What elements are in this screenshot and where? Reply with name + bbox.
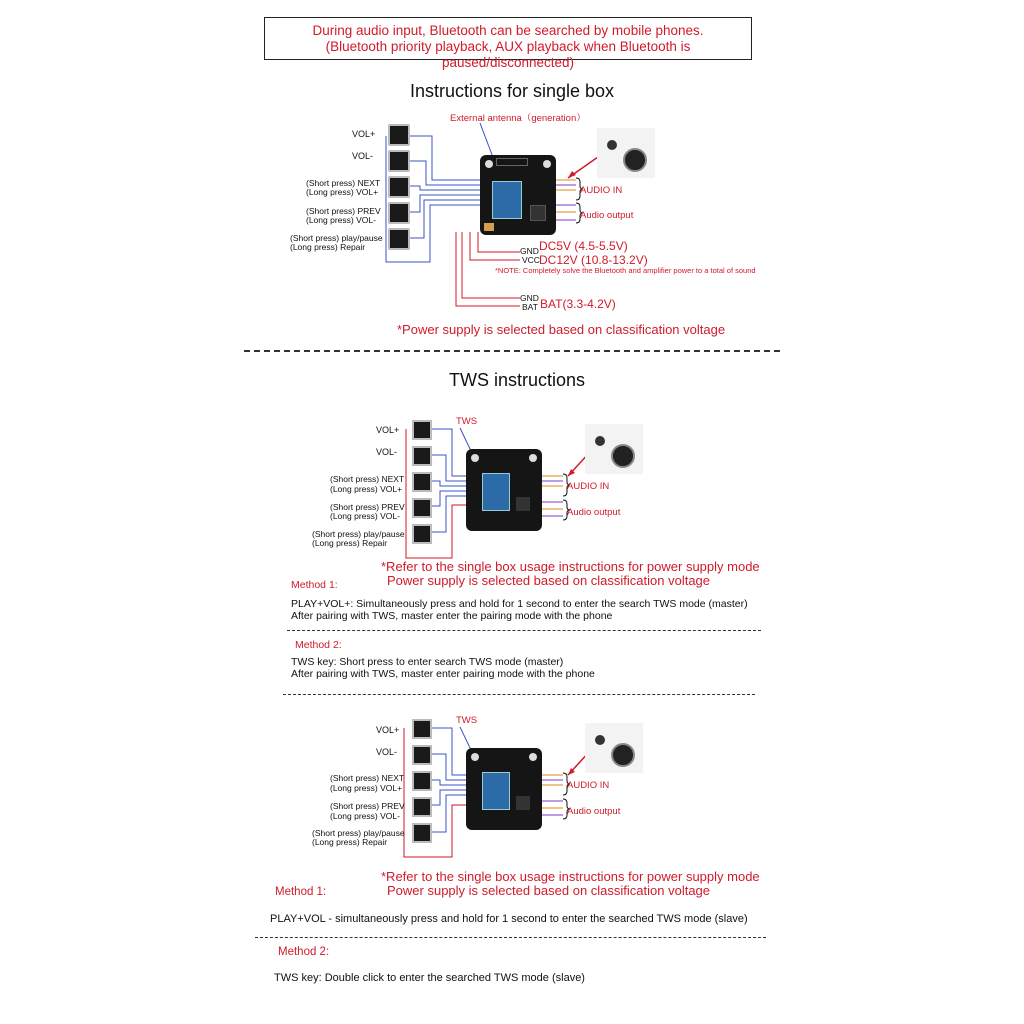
tws2-label-play-long: (Long press) Repair	[312, 837, 388, 847]
tws2-label-next-long: (Long press) VOL+	[330, 783, 403, 793]
master-method2-line2: After pairing with TWS, master enter pairing mode with the phone	[291, 668, 595, 680]
tws2-label-prev-long: (Long press) VOL-	[330, 811, 400, 821]
tws2-label-prev-short: (Short press) PREV	[330, 801, 405, 811]
tws2-vol-plus-button	[412, 719, 432, 739]
gnd-label: GND	[520, 246, 539, 256]
tws1-label-play-long: (Long press) Repair	[312, 538, 388, 548]
label-play-short: (Short press) play/pause	[290, 233, 383, 243]
tws2-audio-jack-image	[585, 723, 643, 773]
tws1-refer-line-2: Power supply is selected based on classification voltage	[387, 573, 711, 588]
tws1-label-next-short: (Short press) NEXT	[330, 474, 405, 484]
antenna-label: External antenna（generation）	[450, 113, 586, 124]
slave-method2-label: Method 2:	[278, 946, 330, 958]
tws1-audio-in-label: AUDIO IN	[567, 481, 610, 492]
tws1-label-vol-plus: VOL+	[376, 425, 400, 435]
tws2-refer-line-1: *Refer to the single box usage instructions for power supply mode	[381, 869, 760, 884]
master-method2-label: Method 2:	[295, 639, 342, 651]
vcc-label: VCC	[522, 255, 540, 265]
slave-method1-line1: PLAY+VOL - simultaneously press and hold for 1 second to enter the searched TWS mode (slave)	[270, 913, 748, 925]
bat-range-label: BAT(3.3-4.2V)	[540, 297, 616, 311]
notice-line-1: During audio input, Bluetooth can be searched by mobile phones.	[312, 23, 704, 38]
tws2-play-button	[412, 823, 432, 843]
tws1-refer-line-1: *Refer to the single box usage instructions for power supply mode	[381, 559, 760, 574]
tws1-audio-output-label: Audio output	[567, 507, 621, 518]
tws1-label-next-long: (Long press) VOL+	[330, 484, 403, 494]
master-method2-line1: TWS key: Short press to enter search TWS mode (master)	[291, 656, 564, 668]
label-prev-short: (Short press) PREV	[306, 206, 381, 216]
tws2-label-play-short: (Short press) play/pause	[312, 828, 405, 838]
label-vol-minus: VOL-	[352, 151, 374, 161]
tws-title: TWS instructions	[448, 370, 586, 390]
gnd2-label: GND	[520, 293, 539, 303]
slave-method2-line1: TWS key: Double click to enter the searched TWS mode (slave)	[274, 972, 585, 984]
label-play-long: (Long press) Repair	[290, 242, 366, 252]
power-note: *NOTE: Completely solve the Bluetooth and amplifier power to a total of sound	[495, 266, 756, 275]
tws2-audio-output-label: Audio output	[567, 806, 621, 817]
tws2-refer-line-2: Power supply is selected based on classification voltage	[387, 883, 711, 898]
dc5v-label: DC5V (4.5-5.5V)	[539, 239, 628, 253]
notice-line-2: (Bluetooth priority playback, AUX playback when Bluetooth is paused/disconnected)	[325, 39, 691, 70]
tws2-vol-minus-button	[412, 745, 432, 765]
tws2-label-vol-plus: VOL+	[376, 725, 400, 735]
power-selection-note: *Power supply is selected based on classification voltage	[397, 322, 726, 337]
master-method1-label: Method 1:	[291, 579, 338, 591]
tws1-label-play-short: (Short press) play/pause	[312, 529, 405, 539]
label-next-long: (Long press) VOL+	[306, 187, 379, 197]
tws2-label-vol-minus: VOL-	[376, 747, 398, 757]
audio-in-label: AUDIO IN	[580, 185, 623, 196]
label-vol-plus: VOL+	[352, 129, 376, 139]
slave-method1-label: Method 1:	[275, 886, 327, 898]
tws2-next-button	[412, 771, 432, 791]
label-next-short: (Short press) NEXT	[306, 178, 381, 188]
tws2-board	[466, 748, 542, 830]
label-prev-long: (Long press) VOL-	[306, 215, 376, 225]
slave-divider	[255, 937, 766, 938]
master-method1-line2: After pairing with TWS, master enter the pairing mode with the phone	[291, 610, 613, 622]
single-box-title: Instructions for single box	[409, 81, 615, 101]
tws2-audio-in-label: AUDIO IN	[567, 780, 610, 791]
tws1-label-prev-short: (Short press) PREV	[330, 502, 405, 512]
tws1-label-prev-long: (Long press) VOL-	[330, 511, 400, 521]
tws1-tws-label: TWS	[456, 416, 478, 427]
master-method1-line1: PLAY+VOL+: Simultaneously press and hold for 1 second to enter the search TWS mode (master)	[291, 598, 748, 610]
bat-label: BAT	[522, 302, 538, 312]
tws2-prev-button	[412, 797, 432, 817]
tws1-label-vol-minus: VOL-	[376, 447, 398, 457]
tws2-tws-label: TWS	[456, 715, 478, 726]
tws2-label-next-short: (Short press) NEXT	[330, 773, 405, 783]
dc12v-label: DC12V (10.8-13.2V)	[539, 253, 648, 267]
audio-output-label: Audio output	[580, 210, 634, 221]
